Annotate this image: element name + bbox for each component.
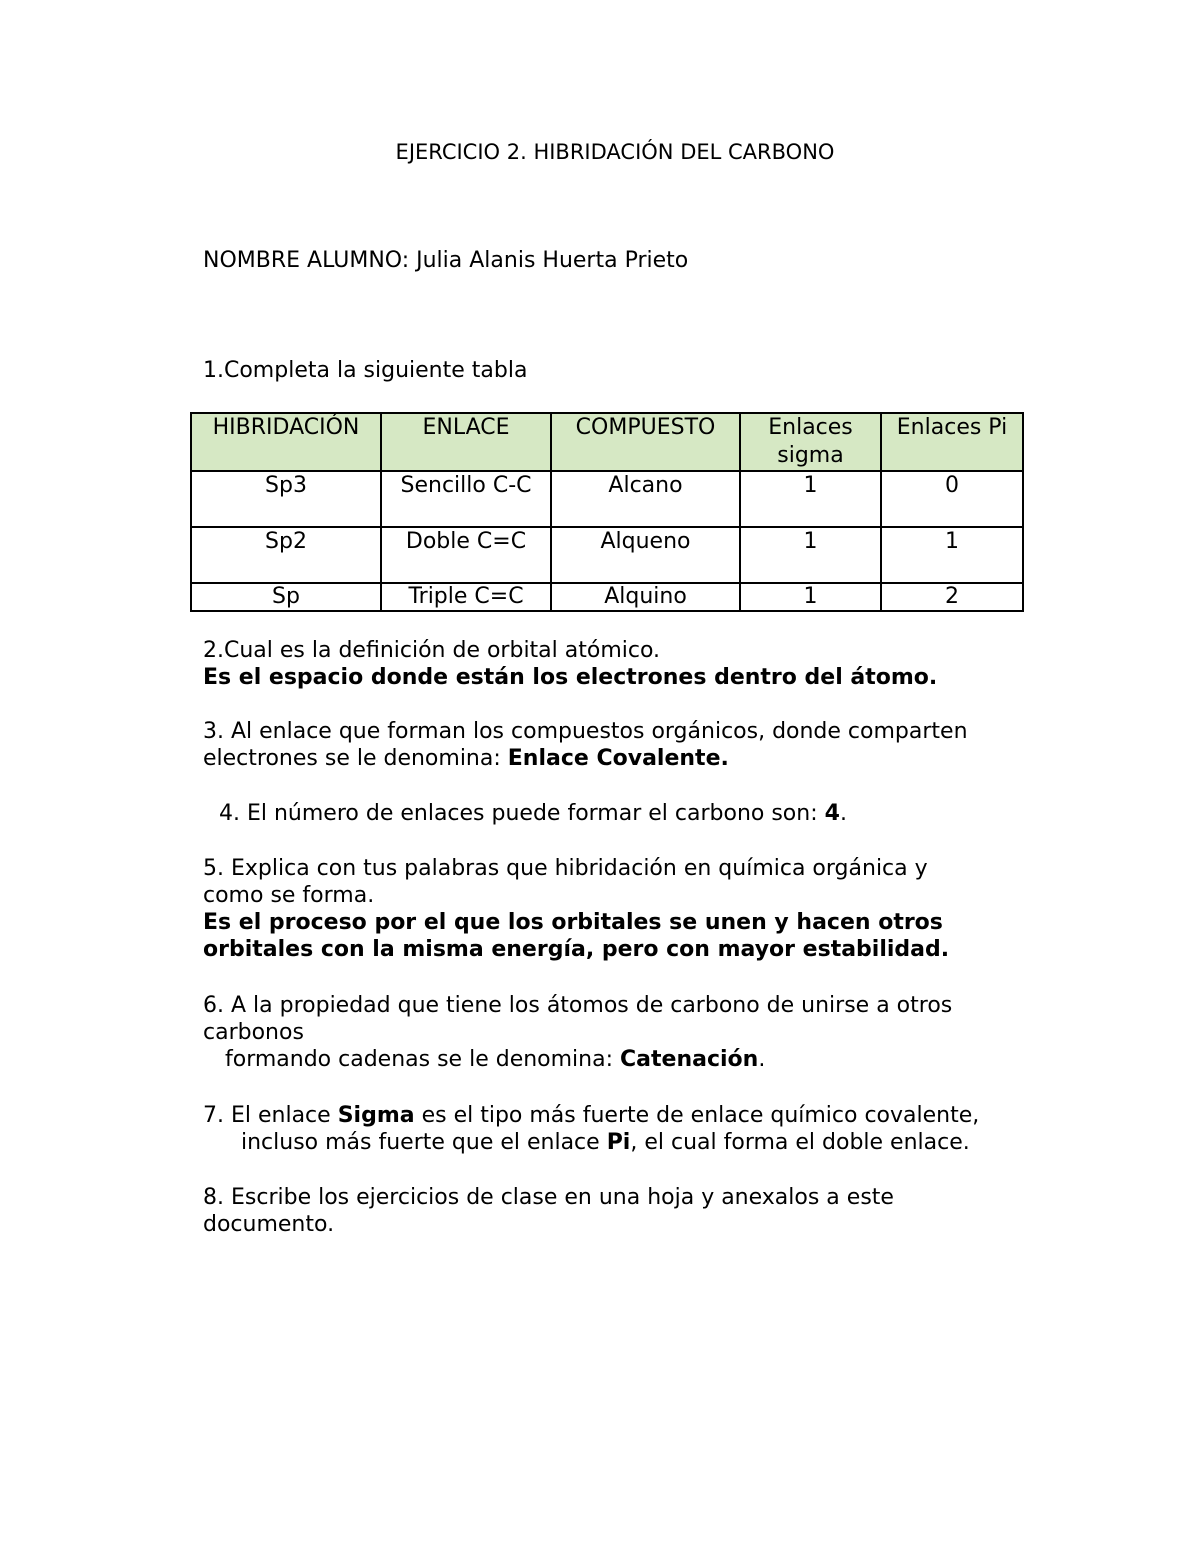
question-7-pi: Pi [606, 1130, 631, 1155]
table-header-row [191, 413, 1023, 471]
question-4-end: . [839, 801, 847, 826]
question-5 [203, 855, 1063, 963]
table-cell: 2 [881, 583, 1023, 611]
table-cell: Triple C=C [381, 583, 551, 611]
question-7-text-2: es el tipo más fuerte de enlace químico covalente, [414, 1103, 980, 1128]
table-row [191, 527, 1023, 583]
question-3 [203, 718, 1063, 772]
table-cell: Alcano [551, 471, 740, 527]
table-cell: Sencillo C-C [381, 471, 551, 527]
question-2-answer: Es el espacio donde están los electrones dentro del átomo. [203, 665, 938, 690]
question-6-end: . [758, 1047, 766, 1072]
table-header-cell: Enlaces Pi [881, 413, 1023, 471]
question-4-answer: 4 [824, 801, 840, 826]
table-cell: 1 [881, 527, 1023, 583]
question-2-text: 2.Cual es la definición de orbital atómico. [203, 638, 661, 663]
question-6-line-2 [203, 1046, 1063, 1073]
question-8: 8. Escribe los ejercicios de clase en una hoja y anexalos a este documento. [203, 1185, 894, 1237]
table-cell: Alqueno [551, 527, 740, 583]
question-7-text-4: , el cual forma el doble enlace. [630, 1130, 970, 1155]
table-header-cell: Enlaces sigma [740, 413, 881, 471]
question-7 [203, 1102, 1063, 1156]
question-6-text-2: formando cadenas se le denomina: [225, 1047, 621, 1072]
table-cell: Doble C=C [381, 527, 551, 583]
question-7-sigma: Sigma [337, 1103, 415, 1128]
question-7-line-1 [203, 1102, 1063, 1129]
table-cell: Sp [191, 583, 381, 611]
question-1: 1.Completa la siguiente tabla [203, 358, 528, 383]
question-3-text: 3. Al enlace que forman los compuestos orgánicos, donde comparten electrones se le denomina: [203, 719, 968, 771]
table-cell: 1 [740, 583, 881, 611]
question-6 [203, 992, 1063, 1073]
question-3-answer: Enlace Covalente. [507, 746, 729, 771]
table-header-cell: ENLACE [381, 413, 551, 471]
question-4-text: 4. El número de enlaces puede formar el carbono son: [219, 801, 825, 826]
question-7-text-3: incluso más fuerte que el enlace [241, 1130, 607, 1155]
table-cell: 1 [740, 527, 881, 583]
question-4 [219, 800, 1079, 827]
table-cell: Alquino [551, 583, 740, 611]
question-7-line-2 [203, 1129, 1063, 1156]
table-header-cell: HIBRIDACIÓN [191, 413, 381, 471]
question-6-text: 6. A la propiedad que tiene los átomos de carbono de unirse a otros carbonos [203, 993, 953, 1045]
table-cell: Sp2 [191, 527, 381, 583]
table-cell: Sp3 [191, 471, 381, 527]
question-5-text: 5. Explica con tus palabras que hibridación en química orgánica y como se forma. [203, 856, 928, 908]
table-cell: 1 [740, 471, 881, 527]
question-7-text-1: 7. El enlace [203, 1103, 338, 1128]
student-name: NOMBRE ALUMNO: Julia Alanis Huerta Prieto [203, 248, 689, 273]
table-cell: 0 [881, 471, 1023, 527]
table-header-cell: COMPUESTO [551, 413, 740, 471]
table-row [191, 471, 1023, 527]
table-row [191, 583, 1023, 611]
question-2 [203, 637, 1063, 691]
hybridization-table [190, 412, 1024, 612]
question-6-answer: Catenación [620, 1047, 759, 1072]
question-5-answer: Es el proceso por el que los orbitales se unen y hacen otros orbitales con la misma energía, pero con mayor estabilidad. [203, 910, 950, 962]
document-title: EJERCICIO 2. HIBRIDACIÓN DEL CARBONO [395, 140, 835, 164]
